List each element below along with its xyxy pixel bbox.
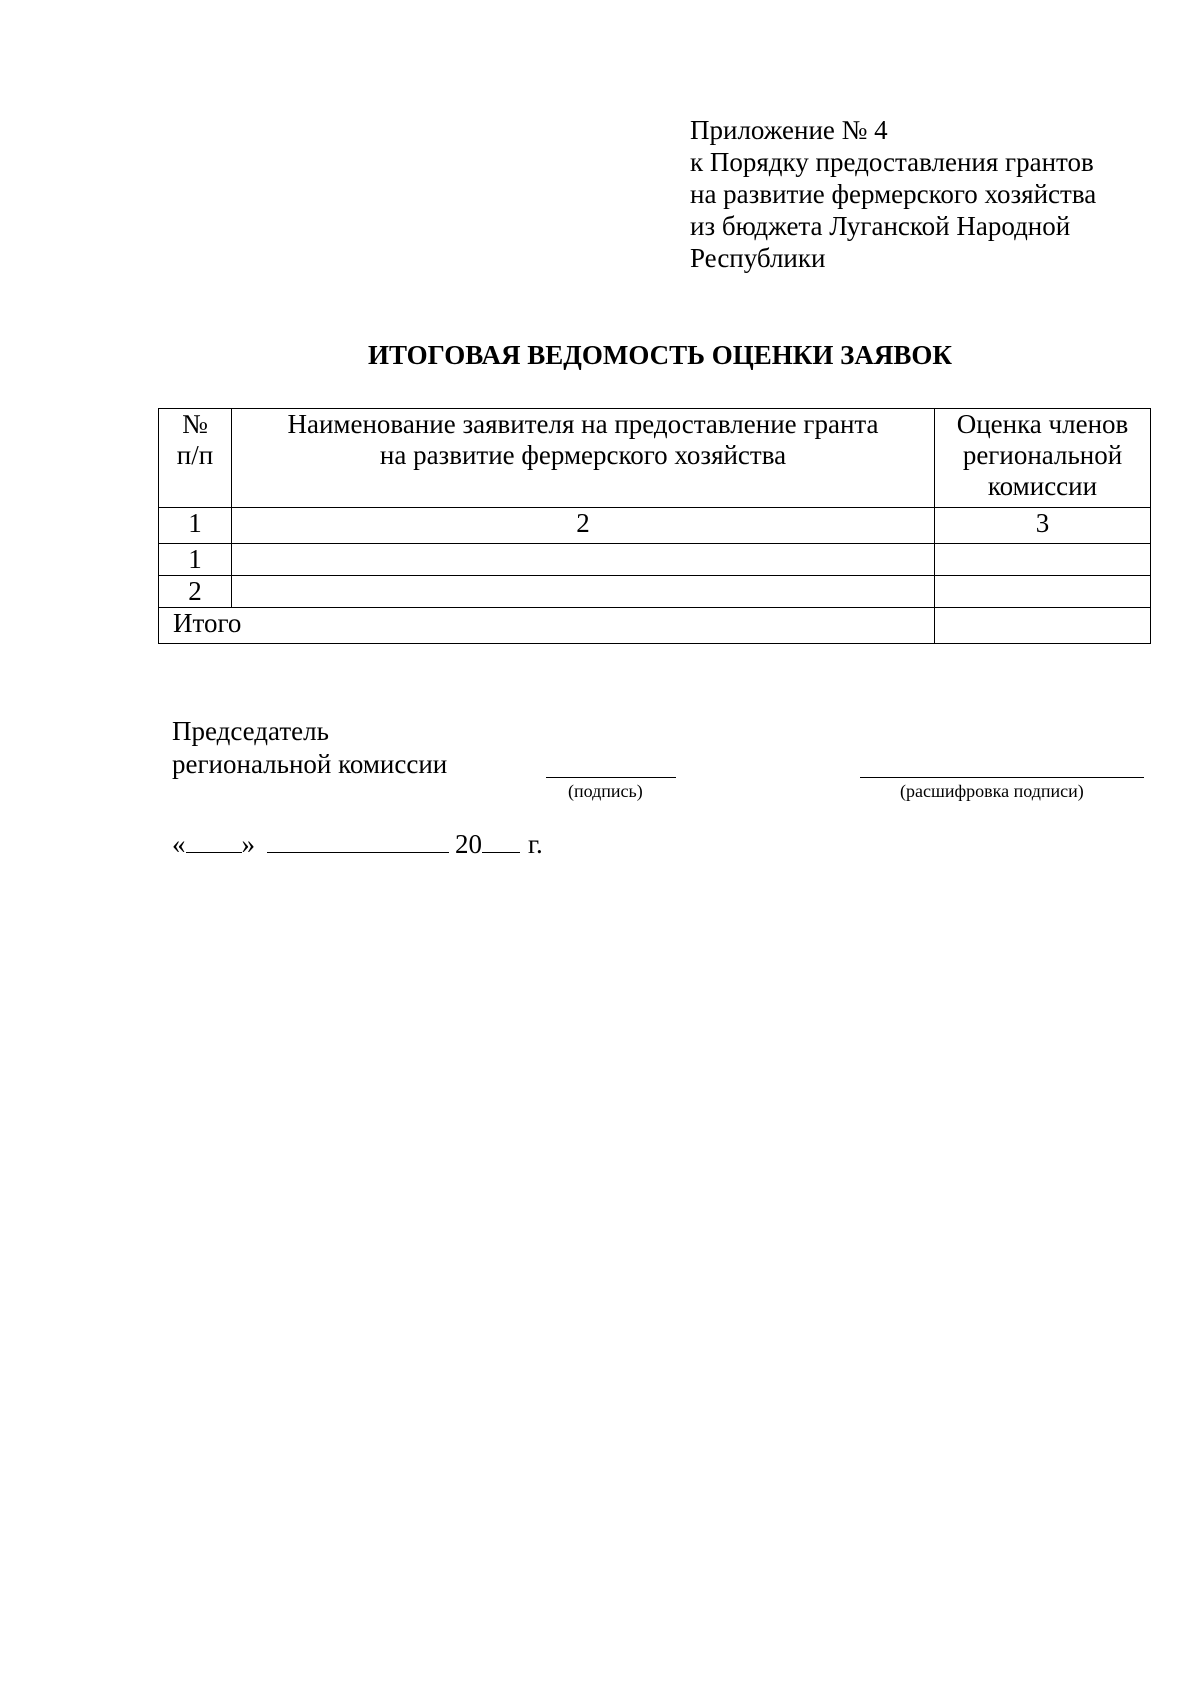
appendix-line-1: Приложение № 4 xyxy=(690,115,888,145)
signature-decode-caption: (расшифровка подписи) xyxy=(900,781,1084,801)
header-applicant-line-2: на развитие фермерского хозяйства xyxy=(379,440,787,470)
column-number-3: 3 xyxy=(935,508,1151,544)
header-number-line-1: № xyxy=(182,409,208,439)
table-header-row xyxy=(159,409,1151,508)
header-number xyxy=(159,409,232,508)
signature-caption: (подпись) xyxy=(568,781,643,801)
row-number: 1 xyxy=(159,544,232,576)
month-blank[interactable] xyxy=(267,830,449,853)
year-blank[interactable] xyxy=(482,830,520,853)
column-number-row xyxy=(159,508,1151,544)
column-number-2: 2 xyxy=(232,508,935,544)
row-number: 2 xyxy=(159,576,232,608)
signature-decode-line[interactable] xyxy=(860,777,1144,778)
date-line xyxy=(172,829,543,860)
header-score-line-3: комиссии xyxy=(987,471,1098,501)
year-prefix: 20 xyxy=(455,829,482,859)
evaluation-table xyxy=(158,408,1151,644)
applicant-name-cell[interactable] xyxy=(232,544,935,576)
header-number-line-2: п/п xyxy=(176,440,214,470)
date-close-quote: » xyxy=(241,829,255,859)
signature-line[interactable] xyxy=(546,777,676,778)
table-row xyxy=(159,576,1151,608)
header-score-line-1: Оценка членов xyxy=(956,409,1129,439)
appendix-line-2: к Порядку предоставления грантов xyxy=(690,147,1094,177)
document-title: ИТОГОВАЯ ВЕДОМОСТЬ ОЦЕНКИ ЗАЯВОК xyxy=(368,340,952,370)
total-label: Итого xyxy=(159,608,935,644)
year-suffix: г. xyxy=(528,829,543,859)
total-score-cell[interactable] xyxy=(935,608,1151,644)
appendix-note xyxy=(690,114,1096,274)
appendix-line-3: на развитие фермерского хозяйства xyxy=(690,179,1097,209)
header-applicant-name xyxy=(232,409,935,508)
total-row xyxy=(159,608,1151,644)
score-cell[interactable] xyxy=(935,544,1151,576)
header-score-line-2: региональной xyxy=(962,440,1123,470)
appendix-line-5: Республики xyxy=(690,243,826,273)
applicant-name-cell[interactable] xyxy=(232,576,935,608)
signer-role-line-1: Председатель xyxy=(172,716,329,746)
signer-role-line-2: региональной комиссии xyxy=(172,749,448,779)
header-applicant-line-1: Наименование заявителя на предоставление гранта xyxy=(287,409,879,439)
column-number-1: 1 xyxy=(159,508,232,544)
date-open-quote: « xyxy=(172,829,186,859)
signer-role xyxy=(172,715,447,781)
table-row xyxy=(159,544,1151,576)
score-cell[interactable] xyxy=(935,576,1151,608)
day-blank[interactable] xyxy=(186,830,242,853)
appendix-line-4: из бюджета Луганской Народной xyxy=(690,211,1071,241)
header-commission-score xyxy=(935,409,1151,508)
